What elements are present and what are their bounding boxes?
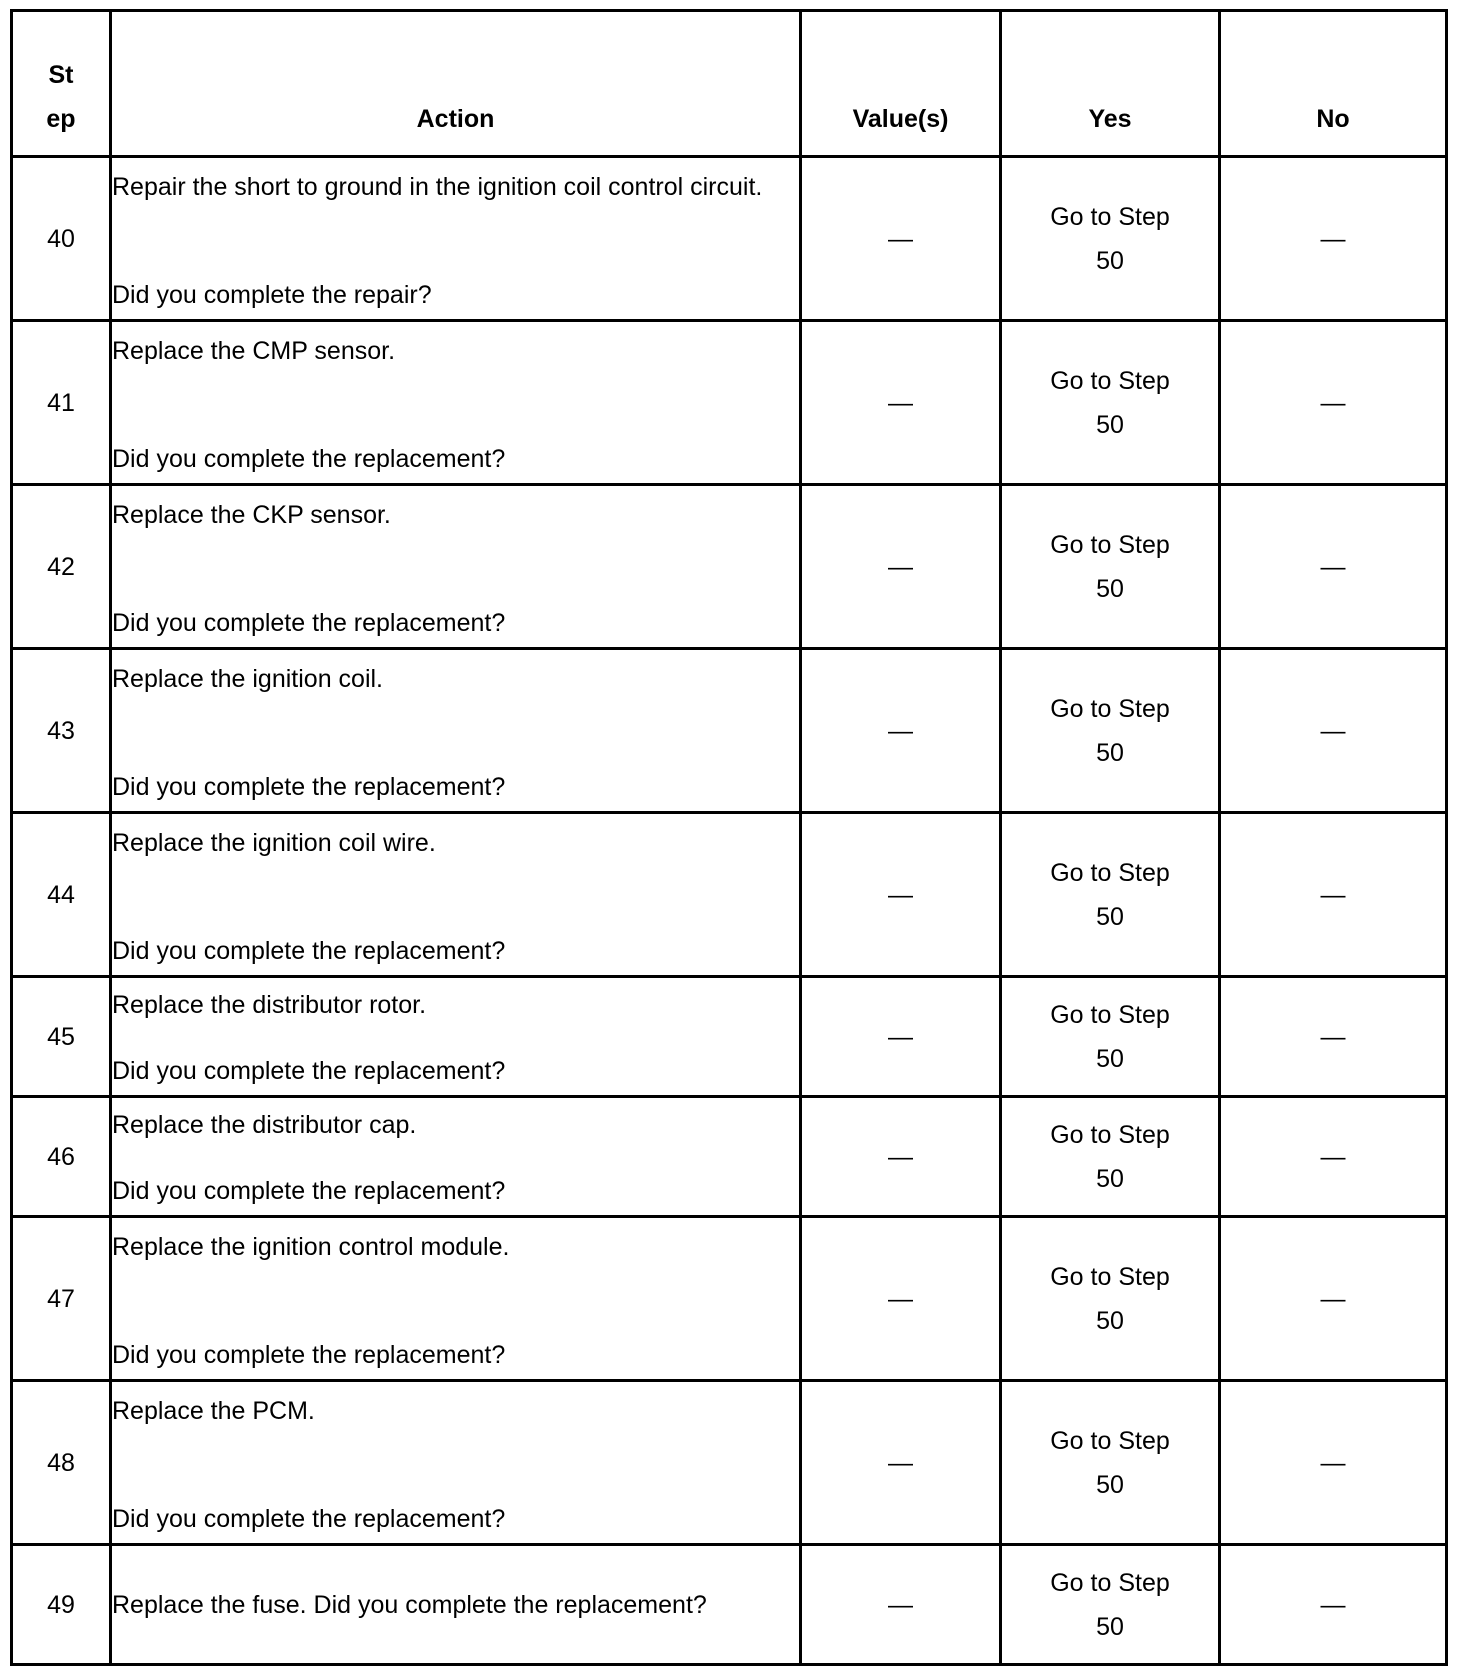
yes-goto-label: Go to Step [1050, 530, 1170, 559]
yes-cell [1001, 321, 1220, 485]
no-cell: — [1220, 1097, 1447, 1217]
yes-cell [1001, 1097, 1220, 1217]
value-cell: — [801, 1381, 1001, 1545]
table-row [12, 813, 1447, 977]
action-cell [111, 977, 801, 1097]
step-header-line2: ep [46, 105, 76, 133]
yes-cell [1001, 485, 1220, 649]
no-cell: — [1220, 649, 1447, 813]
no-cell: — [1220, 813, 1447, 977]
yes-goto-label: Go to Step [1050, 202, 1170, 231]
action-question: Did you complete the replacement? [112, 608, 506, 637]
yes-goto-label: Go to Step [1050, 694, 1170, 723]
table-row [12, 977, 1447, 1097]
table-row [12, 1545, 1447, 1665]
no-cell: — [1220, 1545, 1447, 1665]
action-text: Repair the short to ground in the ignition coil control circuit. [112, 172, 763, 201]
no-cell: — [1220, 977, 1447, 1097]
yes-column-header: Yes [1001, 11, 1220, 157]
no-cell: — [1220, 485, 1447, 649]
yes-cell [1001, 649, 1220, 813]
value-cell: — [801, 649, 1001, 813]
yes-goto-step: 50 [1096, 1044, 1124, 1073]
action-cell [111, 813, 801, 977]
no-cell: — [1220, 321, 1447, 485]
no-cell: — [1220, 1217, 1447, 1381]
yes-goto-label: Go to Step [1050, 366, 1170, 395]
step-number: 45 [12, 977, 111, 1097]
action-cell [111, 1545, 801, 1665]
yes-goto-step: 50 [1096, 246, 1124, 275]
action-question: Did you complete the replacement? [112, 1056, 506, 1085]
yes-cell [1001, 1381, 1220, 1545]
no-cell: — [1220, 1381, 1447, 1545]
action-text: Replace the fuse. Did you complete the replacement? [112, 1590, 707, 1619]
yes-goto-label: Go to Step [1050, 1568, 1170, 1597]
yes-goto-step: 50 [1096, 738, 1124, 767]
yes-goto-label: Go to Step [1050, 1262, 1170, 1291]
action-text: Replace the distributor cap. [112, 1110, 417, 1139]
action-text: Replace the CMP sensor. [112, 336, 396, 365]
value-cell: — [801, 813, 1001, 977]
action-cell [111, 485, 801, 649]
step-number: 42 [12, 485, 111, 649]
diagnostic-steps-table [10, 9, 1448, 1666]
step-column-header [12, 11, 111, 157]
action-question: Did you complete the replacement? [112, 444, 506, 473]
action-question: Did you complete the replacement? [112, 1340, 506, 1369]
yes-goto-step: 50 [1096, 1164, 1124, 1193]
yes-cell [1001, 813, 1220, 977]
yes-goto-step: 50 [1096, 410, 1124, 439]
action-cell [111, 649, 801, 813]
header-row [12, 11, 1447, 157]
table-row [12, 1097, 1447, 1217]
table-row [12, 1381, 1447, 1545]
table-row [12, 157, 1447, 321]
action-question: Did you complete the replacement? [112, 772, 506, 801]
yes-goto-label: Go to Step [1050, 1426, 1170, 1455]
step-number: 46 [12, 1097, 111, 1217]
step-number: 48 [12, 1381, 111, 1545]
yes-goto-label: Go to Step [1050, 1000, 1170, 1029]
action-question: Did you complete the replacement? [112, 1176, 506, 1205]
value-cell: — [801, 1545, 1001, 1665]
action-question: Did you complete the replacement? [112, 936, 506, 965]
action-text: Replace the PCM. [112, 1396, 315, 1425]
yes-goto-label: Go to Step [1050, 858, 1170, 887]
action-question: Did you complete the replacement? [112, 1504, 506, 1533]
yes-goto-label: Go to Step [1050, 1120, 1170, 1149]
yes-goto-step: 50 [1096, 574, 1124, 603]
action-question: Did you complete the repair? [112, 280, 432, 309]
value-cell: — [801, 157, 1001, 321]
action-cell [111, 157, 801, 321]
yes-cell [1001, 977, 1220, 1097]
action-text: Replace the distributor rotor. [112, 990, 427, 1019]
value-cell: — [801, 1217, 1001, 1381]
table-row [12, 321, 1447, 485]
action-cell [111, 1097, 801, 1217]
step-number: 43 [12, 649, 111, 813]
value-cell: — [801, 977, 1001, 1097]
step-header-line1: St [48, 61, 74, 89]
step-number: 47 [12, 1217, 111, 1381]
no-cell: — [1220, 157, 1447, 321]
values-column-header: Value(s) [801, 11, 1001, 157]
yes-goto-step: 50 [1096, 902, 1124, 931]
action-cell [111, 1381, 801, 1545]
value-cell: — [801, 1097, 1001, 1217]
step-number: 40 [12, 157, 111, 321]
action-cell [111, 1217, 801, 1381]
action-text: Replace the ignition coil wire. [112, 828, 436, 857]
yes-goto-step: 50 [1096, 1470, 1124, 1499]
yes-goto-step: 50 [1096, 1306, 1124, 1335]
action-text: Replace the ignition control module. [112, 1232, 510, 1261]
yes-cell [1001, 1217, 1220, 1381]
table-row [12, 1217, 1447, 1381]
yes-goto-step: 50 [1096, 1612, 1124, 1641]
value-cell: — [801, 485, 1001, 649]
no-column-header: No [1220, 11, 1447, 157]
action-column-header: Action [111, 11, 801, 157]
table-row [12, 649, 1447, 813]
value-cell: — [801, 321, 1001, 485]
yes-cell [1001, 157, 1220, 321]
step-number: 41 [12, 321, 111, 485]
yes-cell [1001, 1545, 1220, 1665]
table-row [12, 485, 1447, 649]
action-text: Replace the CKP sensor. [112, 500, 391, 529]
action-text: Replace the ignition coil. [112, 664, 383, 693]
step-number: 44 [12, 813, 111, 977]
action-cell [111, 321, 801, 485]
step-number: 49 [12, 1545, 111, 1665]
